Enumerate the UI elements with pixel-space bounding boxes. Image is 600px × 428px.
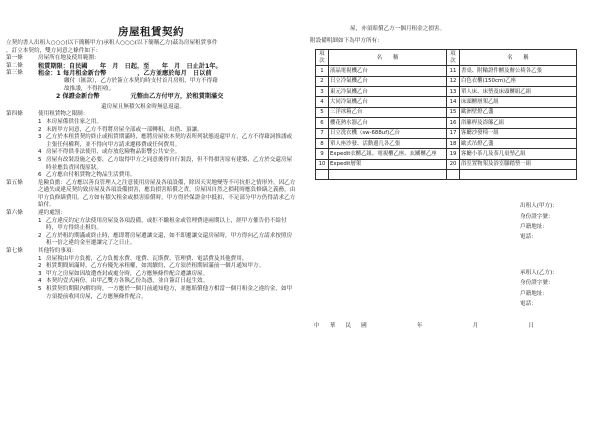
list-item: 3 乙方於本租賃契約終止或租賃期滿時，應將房屋依本契約表所列狀態返還甲方，乙方不得藉詞推諉或主張任何權利，並不得向甲方請求遷移費或任何費用。	[38, 134, 293, 148]
article-4	[6, 111, 296, 119]
intro-line-2: ，訂立本契約，雙方同意之條件如下：	[6, 47, 102, 54]
signing-date: 中 華 民 國 年 月 日	[314, 322, 534, 329]
lessee-signature-block	[310, 270, 584, 311]
article-3-line-3: 故推諉，不得拒收。	[64, 85, 115, 92]
table-header-row: 項次 名 稱 項次 名 稱	[316, 50, 577, 66]
right-page	[300, 0, 600, 428]
table-row: 10 Expedit層架 20 浴室置物架及浴室腳踏墊一組	[316, 159, 577, 169]
article-1-label: 第一條	[6, 55, 23, 62]
article-3	[6, 70, 296, 78]
article-4-items	[6, 119, 296, 180]
list-item: 2 未經甲方同意，乙方不得將房屋全部或一部轉租、出借、頂讓。	[38, 126, 203, 133]
article-3-line-2: 繳付（匯款），乙方於簽立本契約時支付首月房租，甲方不得藉	[64, 77, 218, 84]
list-item: 3 甲方之房屋如因故遭查封或處分時，乙方應無條件配合遷讓房屋。	[38, 270, 209, 277]
list-item: 1 房屋稅由甲方負擔，乙方負擔水費、電費、瓦斯費、管理費、電話費及其他費用。	[38, 255, 248, 262]
table-row: 8 單人座沙發、活動邊几各乙張 18 歐式吊燈乙盞	[316, 138, 577, 148]
list-item: 4 房屋不得供非法使用，或存放危險物品影響公共安全。	[38, 149, 181, 156]
table-row: 2 日立冷氣機乙台 12 白色衣櫃(150cm)乙座	[316, 76, 577, 86]
lessee-phone-label: 電話：	[520, 300, 537, 307]
list-item: 2 乙方於租約期滿或終止時，應即將房屋遷讓交還，如不即遷讓交還房屋時，甲方得向乙方請求按照房租一倍之違約金至遷讓完了之日止。	[38, 232, 293, 247]
table-row: 9 Expedit衣櫃乙組、電視櫃乙座、玄關櫃乙座 19 客廳小茶几及茶几桌墊乙組	[316, 149, 577, 159]
lessor-id-label: 身份證字號：	[520, 213, 554, 220]
right-intro-line-1: 屋，亦須賠償乙方一個月租金之損害。	[350, 26, 446, 32]
lessee-id-label: 身份證字號：	[520, 280, 554, 287]
list-item: 1 乙方違反約定方法使用房屋及各項設備，或拒不繳租金或管理費達兩期以上，經甲方催告仍不給付時，甲方得終止租約。	[38, 217, 287, 232]
list-item: 2 租賃期間屆滿時，乙方有優先承租權，如需續約，乙方須於租期屆滿前一個月通知甲方。	[38, 263, 265, 270]
list-item: 6 乙方應自付租賃物之物品生活費用。	[38, 172, 136, 179]
article-3-line-5: 還房屋且無積欠租金時無息返還。	[101, 103, 185, 110]
lessor-address-label: 戶籍地址：	[520, 223, 548, 230]
lessor-label: 出租人(甲方)：	[520, 203, 558, 210]
table-row: 5 三洋冰箱乙台 15 歐洲壁燈乙盞	[316, 107, 577, 117]
lessee-label: 承租人(乙方)：	[520, 270, 558, 277]
article-2-text: 租賃期限：自民國 年 月 日起，至 年 月 日止計1年。	[38, 62, 222, 70]
right-intro-line-2: 附設備明細如下為甲方所有：	[310, 37, 383, 44]
article-6-label: 第六條	[6, 210, 23, 217]
list-item: 1 本房屋係供住家之用。	[38, 118, 102, 125]
article-4-text: 使用租賃物之限制：	[38, 111, 89, 118]
article-5-text: 危險負擔：乙方應以善良管理人之注意使用房屋及各項設備，除因天災地變等不可抗拒之情形外，因乙方之過失或違反契約致房屋及各項設備損害，應負損害賠償之責。房屋因自然之損耗時應負修繕之義務，由甲方負修繕費用。乙方如有積欠租金或損害賠償時，甲方得於保證金中抵扣，不足部分甲方仍得請求乙方給付。	[38, 179, 296, 209]
article-3-line-4: 2 保證金新台幣 元整由乙方付甲方，於租賃期滿交	[56, 93, 224, 101]
article-7-text: 其他特約事項：	[38, 248, 78, 255]
article-7	[6, 248, 296, 256]
table-row: 1 液晶電視機乙台 11 書桌、附輪證件櫃及辦公椅各乙張	[316, 66, 577, 76]
lessee-address-label: 戶籍地址：	[520, 290, 548, 297]
list-item: 4 本契約壹式兩份，由甲乙雙方各執乙份為憑，並自簽訂日起生效。	[38, 278, 209, 285]
article-1	[6, 55, 296, 63]
article-2-label: 第二條	[6, 62, 23, 69]
article-6-text: 違約處罰：	[38, 210, 66, 217]
equipment-table	[315, 49, 577, 180]
article-5	[6, 180, 296, 210]
table-row: 3 東元冷氣機乙台 13 單人床、床墊及床頭櫃組乙組	[316, 86, 577, 96]
article-1-text: 房屋所在地及使用範圍：	[38, 55, 100, 62]
lessor-signature-block	[310, 203, 584, 244]
table-row	[316, 170, 577, 180]
article-5-label: 第五條	[6, 179, 23, 186]
article-7-items	[6, 256, 296, 302]
table-row: 6 櫻花熱水器乙台 16 浴簾桿及浴簾乙組	[316, 118, 577, 128]
table-row: 7 日立洗衣機（sw-688uf)乙台 17 客廳沙發椅一組	[316, 128, 577, 138]
lessor-phone-label: 電話：	[520, 234, 537, 241]
article-6	[6, 210, 296, 218]
article-7-label: 第七條	[6, 248, 23, 255]
article-4-label: 第四條	[6, 111, 23, 118]
article-3-line-1: 租金：1 每月租金新台幣 ，乙方並應於每月 日以前	[38, 70, 212, 78]
article-3-label: 第三條	[6, 70, 23, 77]
list-item: 5 租賃契約期限內解約時，一方應於一個月前通知他方，並應賠償他方相當一個月租金之違約金，如甲方須提前收回房屋，乙方應無條件配合。	[38, 286, 293, 300]
table-row: 4 大同冷氣機乙台 14 床頭櫃層架乙組	[316, 97, 577, 107]
article-6-items	[6, 218, 296, 248]
intro-line-1: 立契約書人出租人○○○(以下簡稱甲方)承租人○○○(以下簡稱乙方)茲為房屋租賃事件	[6, 40, 218, 46]
list-item: 5 房屋有改裝設施之必要，乙方取得甲方之同意後得自行裝設，但不得損害原有建築，乙方於交還房屋時並應負責回復原狀。	[38, 156, 293, 171]
contract-title: 房屋租賃契約	[118, 26, 184, 38]
